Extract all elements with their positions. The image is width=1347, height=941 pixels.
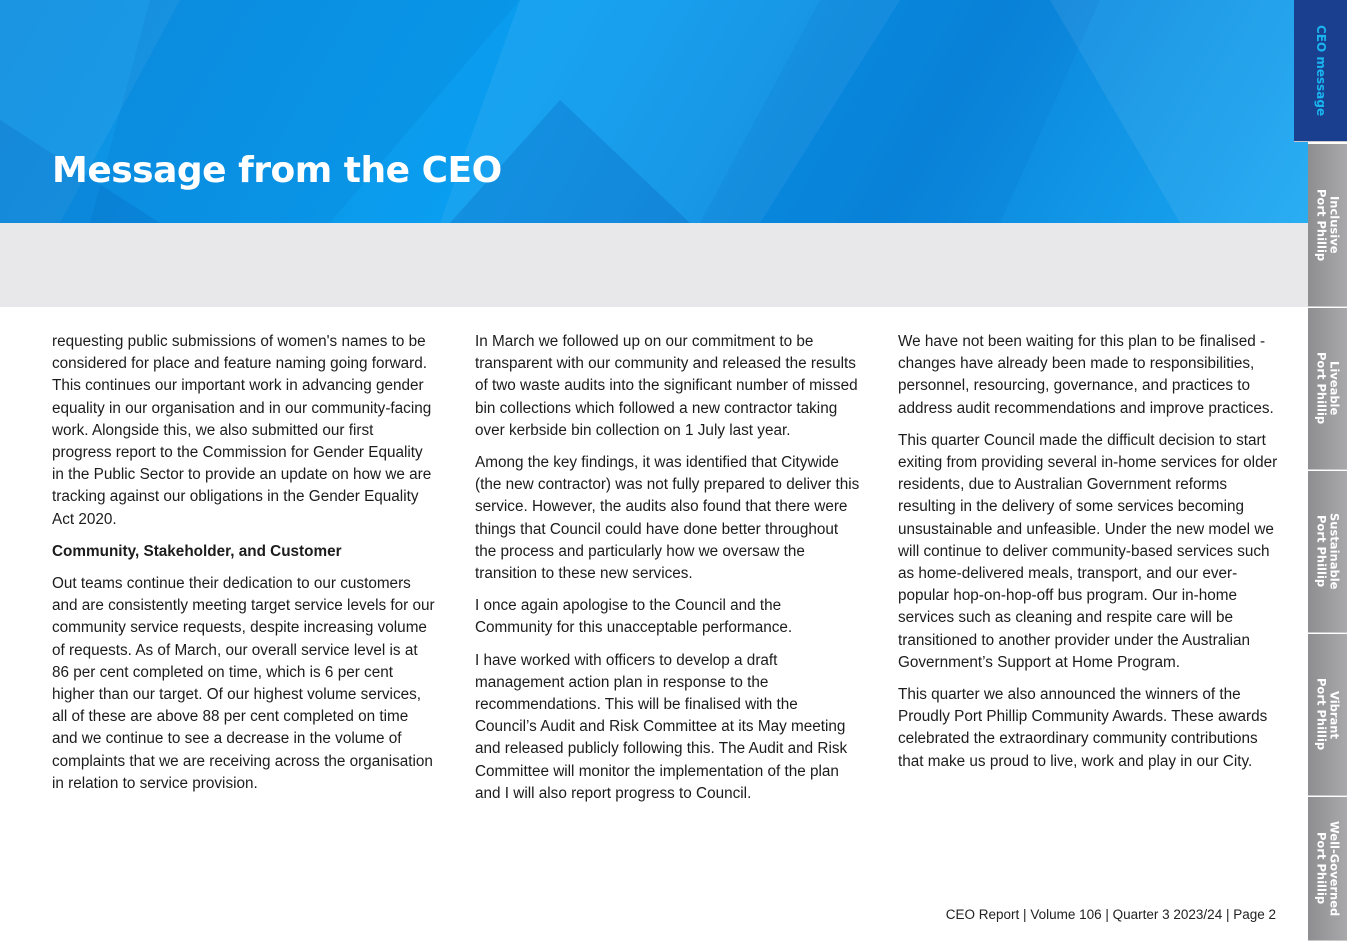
tab-inclusive[interactable] [1308,144,1347,307]
tab-label: Vibrant Port Phillip [1314,678,1342,751]
tab-label: CEO message [1314,24,1328,117]
tab-well-governed[interactable] [1308,797,1347,941]
paragraph: I have worked with officers to develop a draft management action plan in response to the recommendations. This will be finalised with the Council’s Audit and Risk Committee at its May meeting and released publicly following this. The Audit and Risk Committee will monitor the implementation of the plan and I will also report progress to Council. [475,651,848,802]
text-column-2 [475,331,860,815]
paragraph: Out teams continue their dedication to our customers and are consistently meeting target service levels for our community service requests, despite increasing volume of requests. As of March, our overall service level is at 86 per cent completed on time, which is 6 per cent higher than our target. Of our highest volume services, all of these are above 88 per cent completed on time and we continue to see a decrease in the volume of complaints that we are receiving across the organisation in relation to service provision. [52,575,435,792]
tab-label: Liveable Port Phillip [1314,352,1342,425]
tab-ceo-message[interactable] [1294,0,1347,142]
page-title: Message from the CEO [52,150,502,191]
tab-sustainable[interactable] [1308,471,1347,633]
tab-vibrant[interactable] [1308,634,1347,796]
paragraph: Among the key findings, it was identified that Citywide (the new contractor) was not fully prepared to deliver this service. However, the audits also found that there were things that Council could have done better throughout the process and particularly how we oversaw the transition to these new services. [475,454,860,583]
tab-label: Sustainable Port Phillip [1314,513,1342,590]
tab-label: Well-Governed Port Phillip [1314,820,1342,917]
header-band [0,223,1308,307]
section-tabs [1294,0,1347,941]
page-footer: CEO Report | Volume 106 | Quarter 3 2023/24 | Page 2 [945,907,1276,922]
text-column-3 [898,331,1283,783]
paragraph: requesting public submissions of women's names to be considered for place and feature naming going forward. This continues our important work in advancing gender equality in our organisation and in our community-facing work. Alongside this, we also submitted our first progress report to the Commission for Gender Equality in the Public Sector to provide an update on how we are tracking against our obligations in the Gender Equality Act 2020. [52,333,432,528]
header-banner [0,0,1308,223]
section-subheading: Community, Stakeholder, and Customer [52,542,342,560]
text-column-1 [52,331,437,805]
paragraph: We have not been waiting for this plan to be finalised - changes have already been made to responsibilities, personnel, resourcing, governance, and practices to address audit recommendations and improve practices. [898,333,1274,417]
tab-label: Inclusive Port Phillip [1314,188,1342,262]
paragraph: This quarter Council made the difficult decision to start exiting from providing several in-home services for older residents, due to Australian Government reforms resulting in the delivery of some services becoming unsustainable and unfeasible. Under the new model we will continue to deliver community-based services such as home-delivered meals, transport, and our ever-popular hop-on-hop-off bus program. Our in-home services such as cleaning and respite care will be transitioned to another provider under the Australian Government’s Support at Home Program. [898,431,1278,671]
paragraph: This quarter we also announced the winners of the Proudly Port Phillip Community Awards. These awards celebrated the extraordinary community contributions that make us proud to live, work and play in our City. [898,686,1268,770]
paragraph: In March we followed up on our commitment to be transparent with our community and released the results of two waste audits into the significant number of missed bin collections which followed a new contractor taking over kerbside bin collection on 1 July last year. [475,333,858,439]
paragraph: I once again apologise to the Council and the Community for this unacceptable performance. [475,597,793,637]
tab-liveable[interactable] [1308,308,1347,470]
